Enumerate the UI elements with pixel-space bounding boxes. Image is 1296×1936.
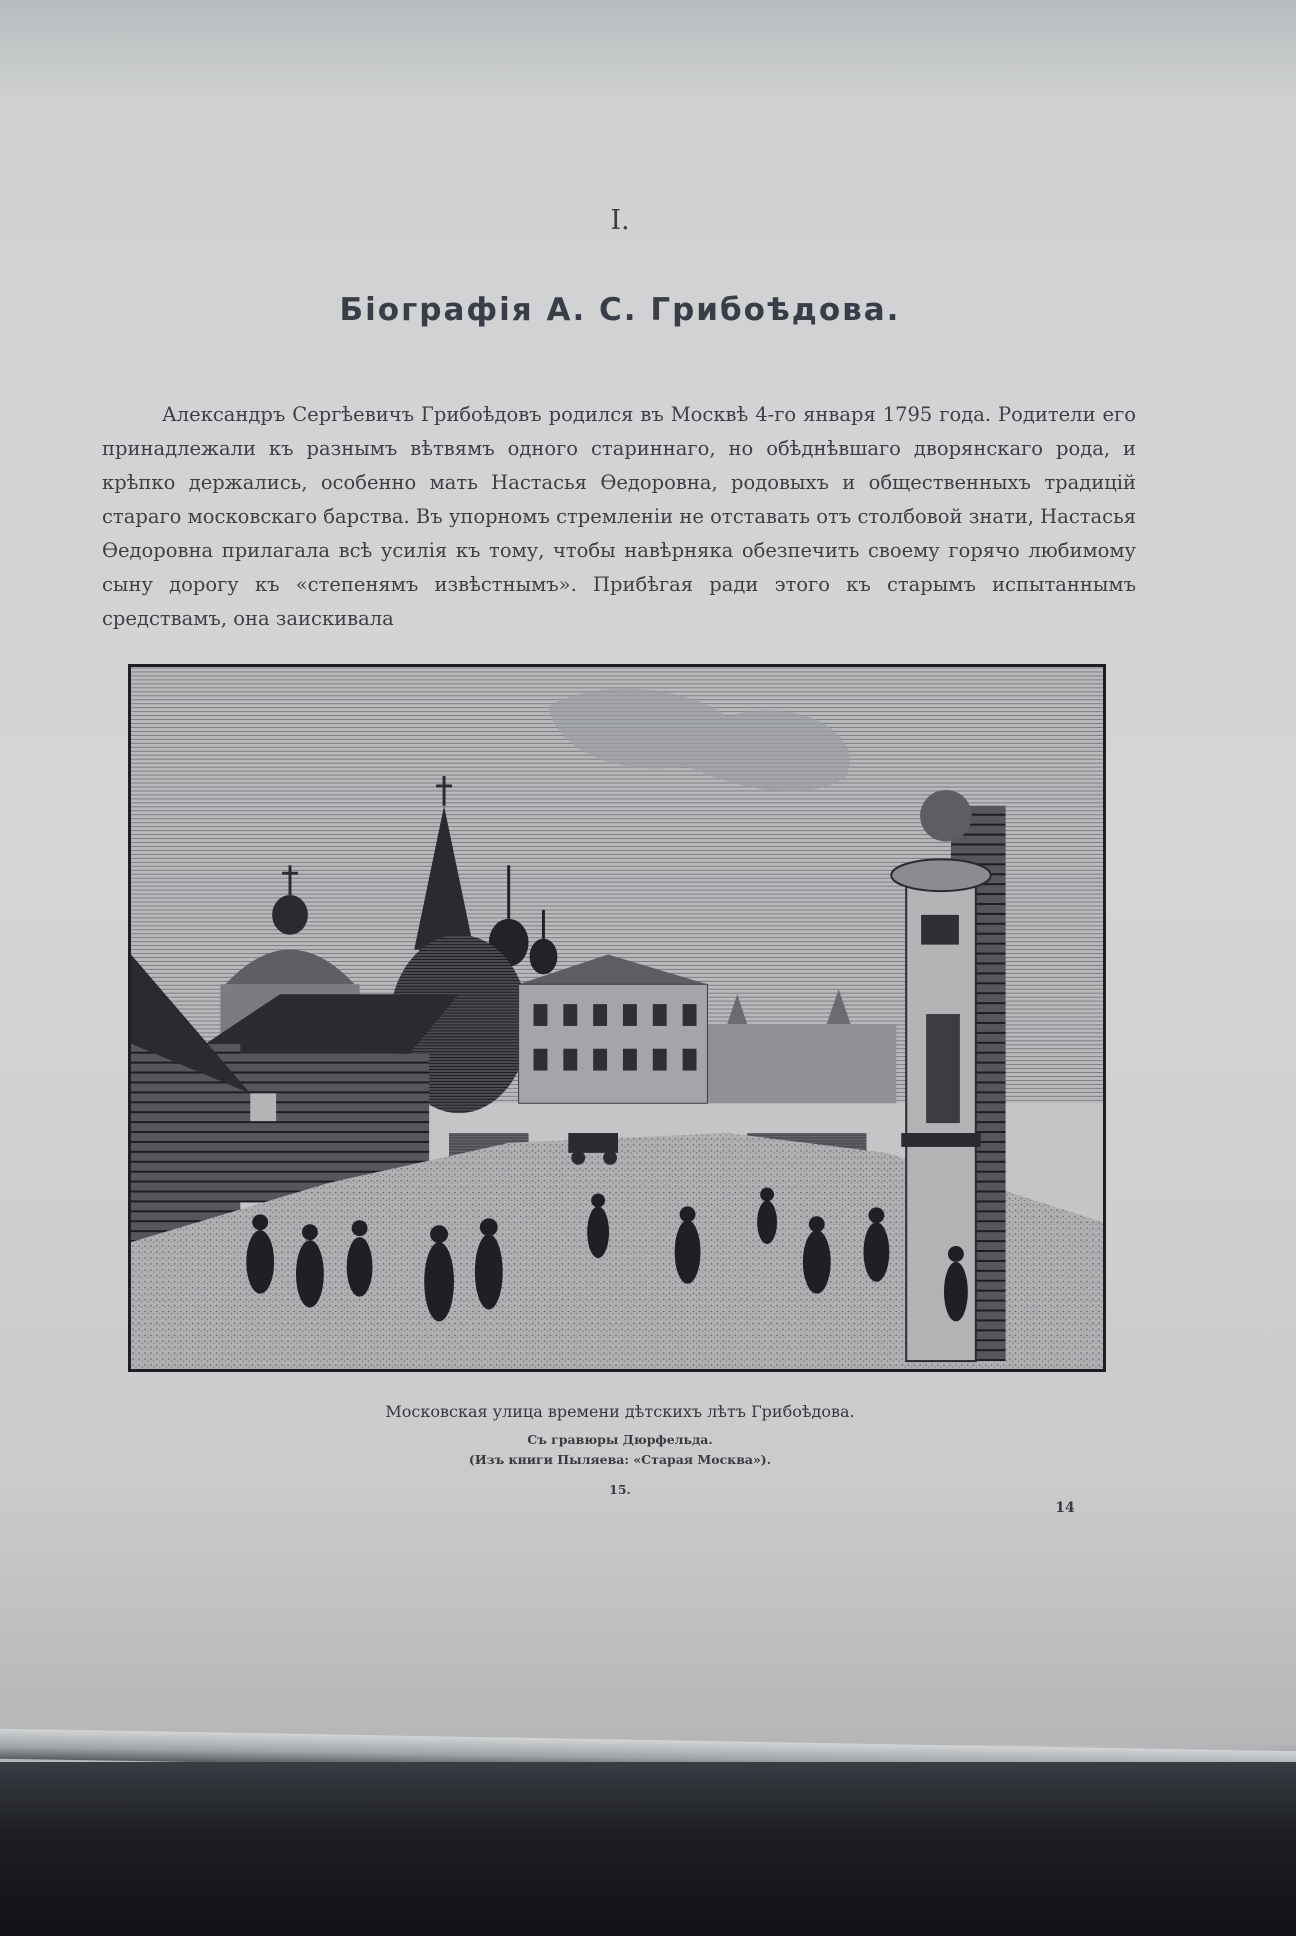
- illustration-caption: Московская улица времени дѣтскихъ лѣтъ Грибоѣдова.: [385, 1402, 855, 1421]
- illustration-source: Съ гравюры Дюрфельда.: [527, 1432, 713, 1447]
- engraving-illustration: [128, 664, 1106, 1372]
- mansion: [519, 955, 708, 1104]
- moscow-street-engraving: [131, 667, 1103, 1369]
- plate-number: 15.: [609, 1482, 631, 1497]
- distant-buildings: [688, 1024, 897, 1103]
- page-number: 14: [1055, 1500, 1075, 1516]
- page-title: Біографія А. С. Грибоѣдова.: [339, 292, 901, 328]
- dark-background: [0, 1762, 1296, 1936]
- illustration-book-reference: (Изъ книги Пыляева: «Старая Москва»).: [468, 1452, 772, 1467]
- chapter-number: I.: [610, 205, 630, 236]
- body-paragraph: Александръ Сергѣевичъ Грибоѣдовъ родился въ Москвѣ 4-го января 1795 года. Родители его принадлежали къ разнымъ вѣтвямъ одного стариннаго, но обѣднѣвшаго дворянскаго рода, и крѣпко держались, особенно мать Настасья Ѳедоровна, родовыхъ и общественныхъ традицій стараго московскаго барства. Въ упорномъ стремленіи не отставать отъ столбовой знати, Настасья Ѳедоровна прилагала всѣ усилія къ тому, чтобы навѣрняка обезпечить своему горячо любимому сыну дорогу къ «степенямъ извѣстнымъ». Прибѣгая ради этого къ старымъ испытаннымъ средствамъ, она заискивала: [102, 403, 1136, 630]
